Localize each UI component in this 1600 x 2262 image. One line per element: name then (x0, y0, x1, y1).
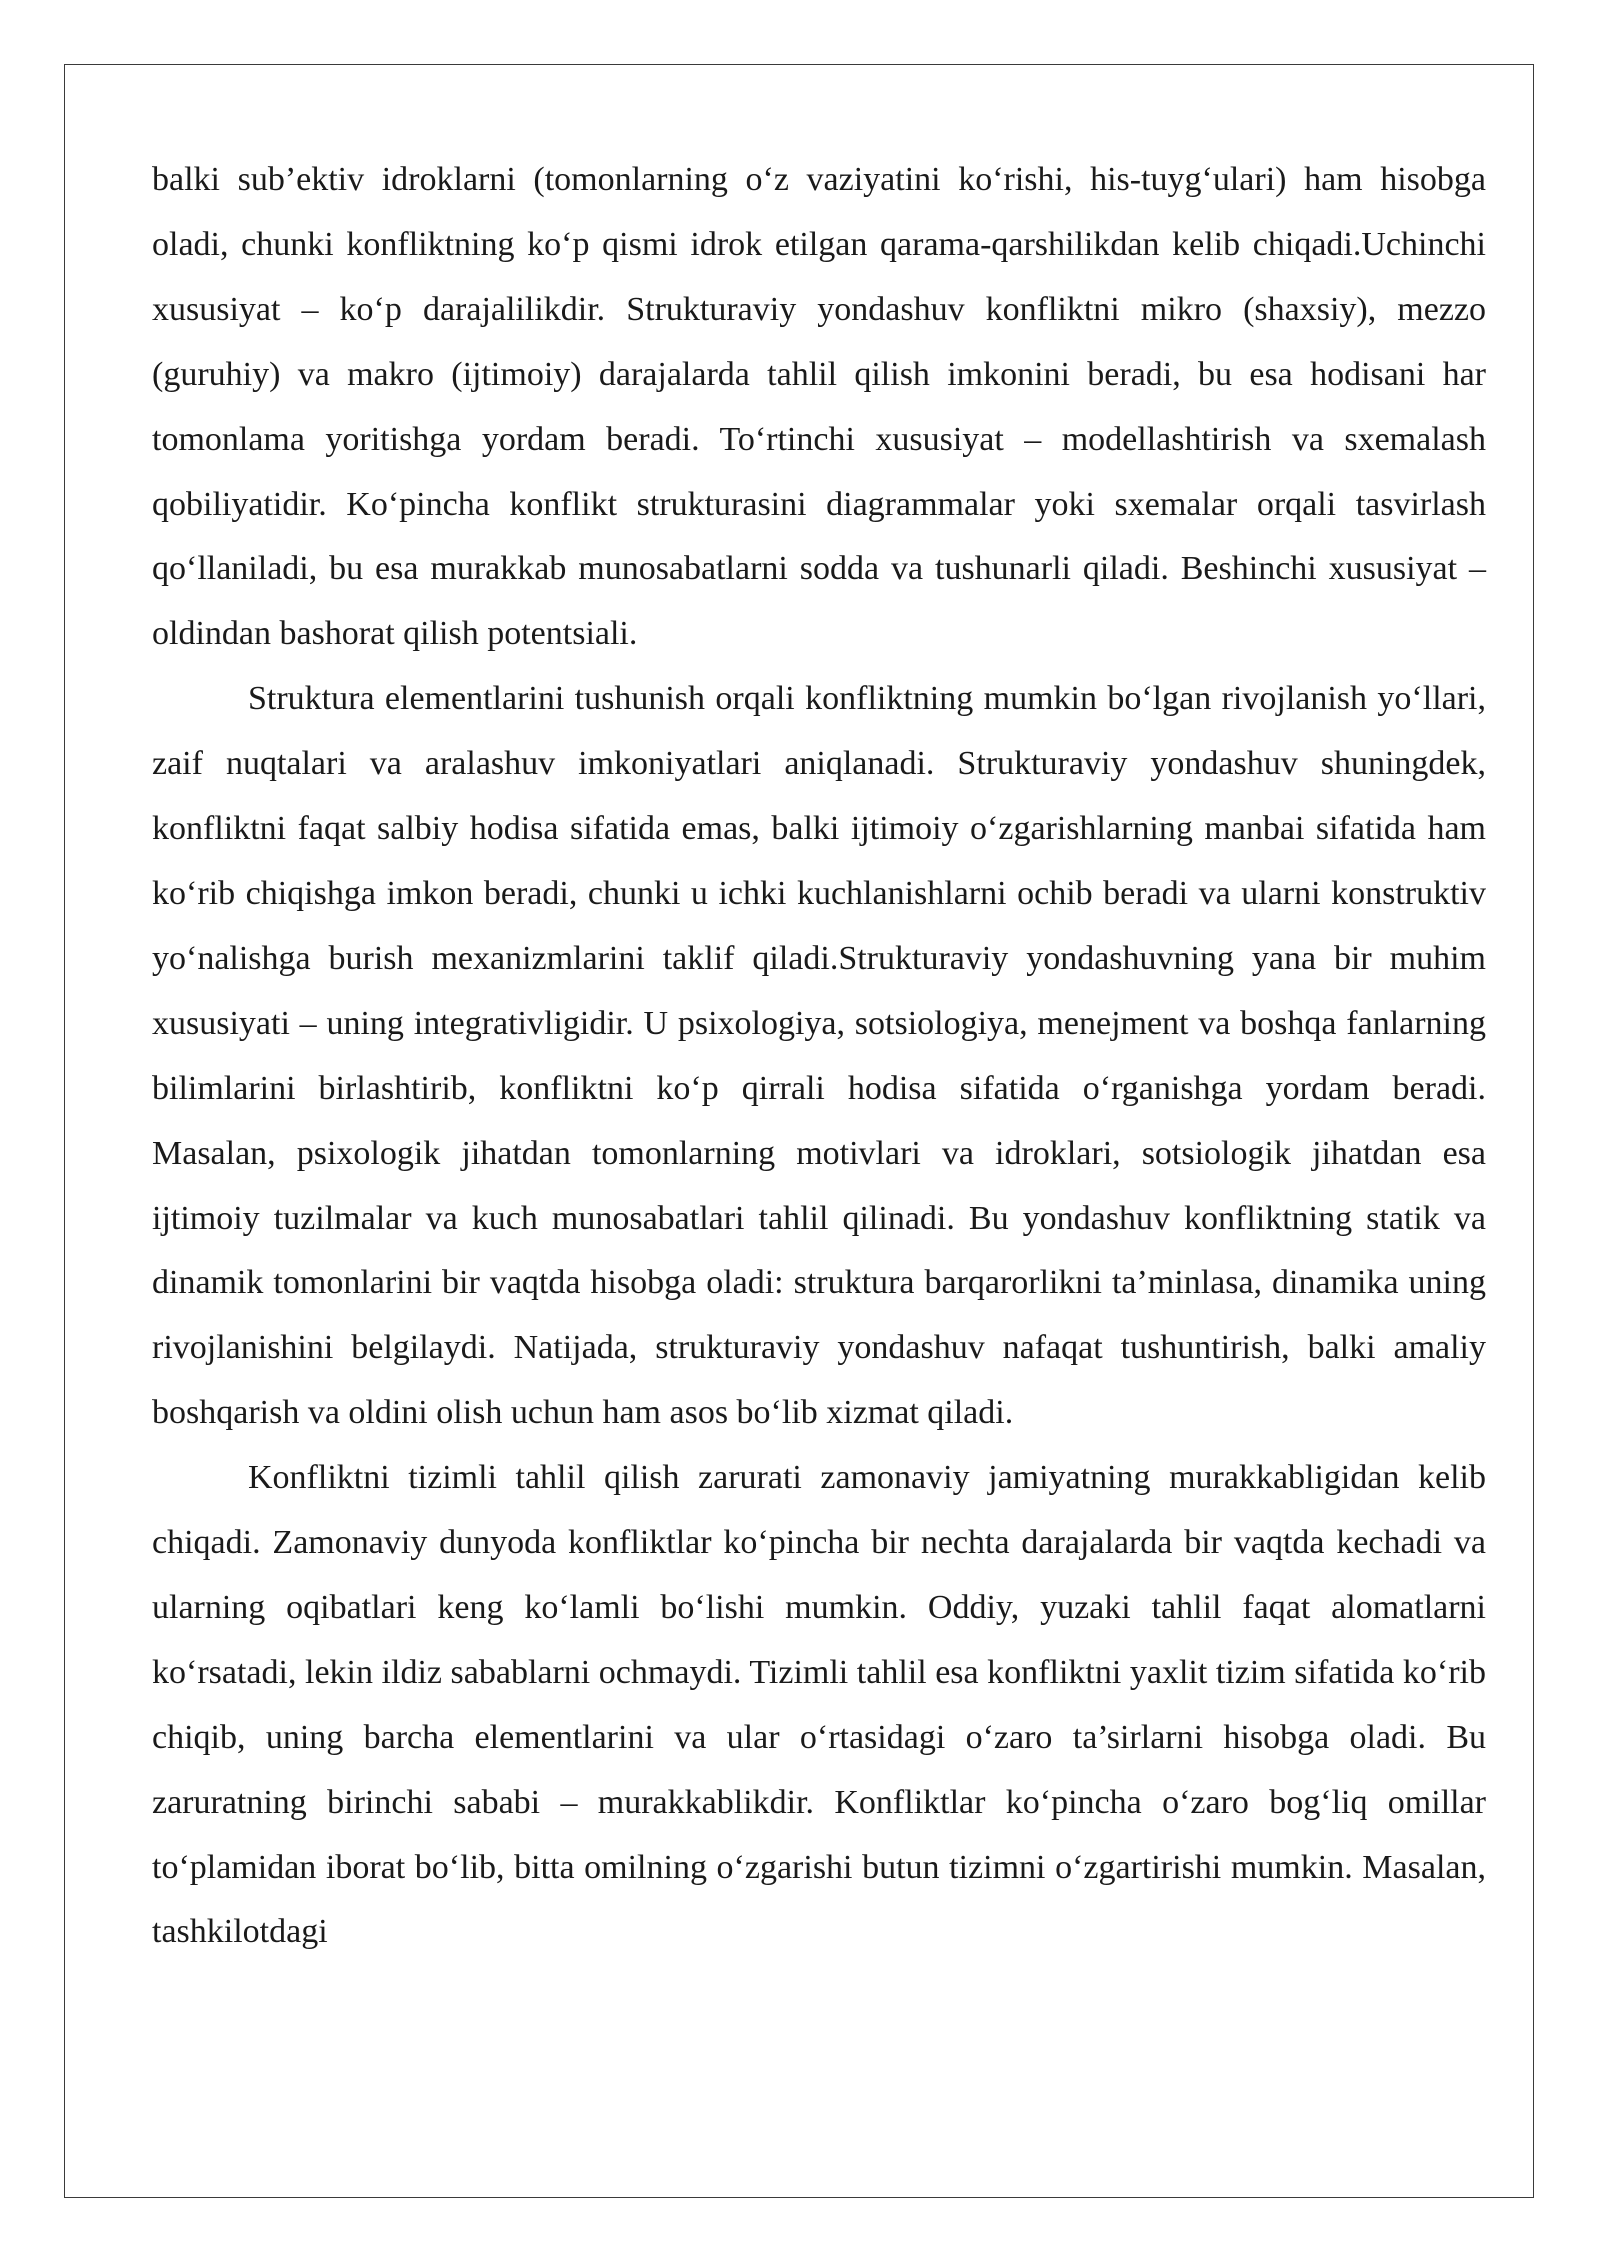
paragraph-1: balki sub’ektiv idroklarni (tomonlarning o‘z vaziyatini ko‘rishi, his-tuyg‘ulari) ham hisobga oladi, chunki konfliktning ko‘p qismi idrok etilgan qarama-qarshilikdan kelib chiqadi.Uchinchi xususiyat – ko‘p darajalilikdir. Strukturaviy yondashuv konfliktni mikro (shaxsiy), mezzo (guruhiy) va makro (ijtimoiy) darajalarda tahlil qilish imkonini beradi, bu esa hodisani har tomonlama yoritishga yordam beradi. To‘rtinchi xususiyat – modellashtirish va sxemalash qobiliyatidir. Ko‘pincha konflikt strukturasini diagrammalar yoki sxemalar orqali tasvirlash qo‘llaniladi, bu esa murakkab munosabatlarni sodda va tushunarli qiladi. Beshinchi xususiyat – oldindan bashorat qilish potentsiali. (152, 161, 1486, 653)
paragraph-2: Struktura elementlarini tushunish orqali konfliktning mumkin bo‘lgan rivojlanish yo‘llari, zaif nuqtalari va aralashuv imkoniyatlari aniqlanadi. Strukturaviy yondashuv shuningdek, konfliktni faqat salbiy hodisa sifatida emas, balki ijtimoiy o‘zgarishlarning manbai sifatida ham ko‘rib chiqishga imkon beradi, chunki u ichki kuchlanishlarni ochib beradi va ularni konstruktiv yo‘nalishga burish mexanizmlarini taklif qiladi.Strukturaviy yondashuvning yana bir muhim xususiyati – uning integrativligidir. U psixologiya, sotsiologiya, menejment va boshqa fanlarning bilimlarini birlashtirib, konfliktni ko‘p qirrali hodisa sifatida o‘rganishga yordam beradi. Masalan, psixologik jihatdan tomonlarning motivlari va idroklari, sotsiologik jihatdan esa ijtimoiy tuzilmalar va kuch munosabatlari tahlil qilinadi. Bu yondashuv konfliktning statik va dinamik tomonlarini bir vaqtda hisobga oladi: struktura barqarorlikni ta’minlasa, dinamika uning rivojlanishini belgilaydi. Natijada, strukturaviy yondashuv nafaqat tushuntirish, balki amaliy boshqarish va oldini olish uchun ham asos bo‘lib xizmat qiladi. (152, 680, 1486, 1432)
document-body (152, 148, 1486, 1965)
paragraph-3: Konfliktni tizimli tahlil qilish zarurati zamonaviy jamiyatning murakkabligidan kelib chiqadi. Zamonaviy dunyoda konfliktlar ko‘pincha bir nechta darajalarda bir vaqtda kechadi va ularning oqibatlari keng ko‘lamli bo‘lishi mumkin. Oddiy, yuzaki tahlil faqat alomatlarni ko‘rsatadi, lekin ildiz sabablarni ochmaydi. Tizimli tahlil esa konfliktni yaxlit tizim sifatida ko‘rib chiqib, uning barcha elementlarini va ular o‘rtasidagi o‘zaro ta’sirlarni hisobga oladi. Bu zaruratning birinchi sababi – murakkablikdir. Konfliktlar ko‘pincha o‘zaro bog‘liq omillar to‘plamidan iborat bo‘lib, bitta omilning o‘zgarishi butun tizimni o‘zgartirishi mumkin. Masalan, tashkilotdagi (152, 1459, 1486, 1951)
